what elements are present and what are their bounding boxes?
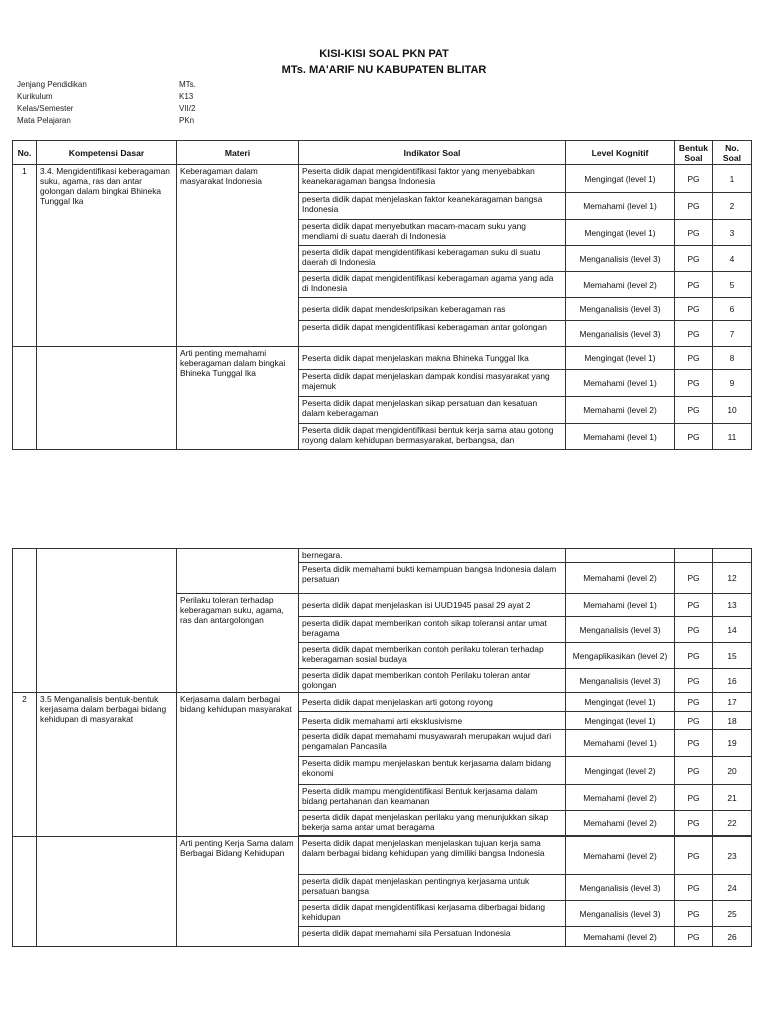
level-cell: Menganalisis (level 3) [566, 321, 675, 347]
meta-label-kurikulum: Kurikulum [17, 92, 53, 101]
no-soal-cell: 21 [713, 785, 752, 811]
indikator-cell: Peserta didik dapat menjelaskan menjelaskan tujuan kerja sama dalam berbagai bidang kehidupan yang dimiliki bangsa Indonesia [299, 837, 566, 875]
bentuk-cell: PG [675, 730, 713, 757]
level-cell: Memahami (level 2) [566, 563, 675, 594]
level-cell: Menganalisis (level 3) [566, 298, 675, 321]
level-cell: Mengingat (level 1) [566, 712, 675, 730]
no-soal-cell: 15 [713, 643, 752, 669]
bentuk-cell: PG [675, 246, 713, 272]
level-cell: Memahami (level 1) [566, 370, 675, 397]
kd-number: 2 [13, 693, 37, 837]
level-cell: Mengaplikasikan (level 2) [566, 643, 675, 669]
no-soal-cell: 5 [713, 272, 752, 298]
kisi-table-page-1 [12, 140, 752, 450]
bentuk-cell: PG [675, 669, 713, 693]
bentuk-cell: PG [675, 757, 713, 785]
level-cell: Memahami (level 2) [566, 397, 675, 424]
header-kompetensi-dasar: Kompetensi Dasar [37, 141, 177, 165]
bentuk-cell: PG [675, 643, 713, 669]
no-soal-cell: 6 [713, 298, 752, 321]
indikator-cell: Peserta didik dapat menjelaskan arti gotong royong [299, 693, 566, 712]
no-soal-cell: 8 [713, 347, 752, 370]
level-cell: Memahami (level 1) [566, 594, 675, 617]
no-soal-cell: 4 [713, 246, 752, 272]
bentuk-cell: PG [675, 617, 713, 643]
no-soal-cell: 20 [713, 757, 752, 785]
indikator-cell: Peserta didik mampu menjelaskan bentuk kerjasama dalam bidang ekonomi [299, 757, 566, 785]
doc-title: KISI-KISI SOAL PKN PAT [319, 48, 449, 60]
meta-value-mapel: PKn [179, 116, 195, 125]
bentuk-cell: PG [675, 424, 713, 450]
level-cell: Memahami (level 2) [566, 785, 675, 811]
indikator-cell: peserta didik dapat menjelaskan pentingnya kerjasama untuk persatuan bangsa [299, 875, 566, 901]
level-cell: Mengingat (level 1) [566, 165, 675, 193]
bentuk-cell: PG [675, 370, 713, 397]
level-cell: Mengingat (level 1) [566, 220, 675, 246]
level-cell: Menganalisis (level 3) [566, 669, 675, 693]
meta-value-kelas: VII/2 [179, 104, 196, 113]
level-cell: Memahami (level 2) [566, 927, 675, 947]
kd-number: 1 [13, 165, 37, 347]
header-indikator: Indikator Soal [299, 141, 566, 165]
school-title: MTs. MA'ARIF NU KABUPATEN BLITAR [281, 64, 487, 76]
header-bentuk: Bentuk Soal [675, 141, 713, 165]
no-soal-cell: 16 [713, 669, 752, 693]
materi-cell: Arti penting memahami keberagaman dalam bingkai Bhineka Tunggal Ika [177, 347, 299, 450]
indikator-cell: peserta didik dapat mengidentifikasi kerjasama diberbagai bidang kehidupan [299, 901, 566, 927]
level-cell: Memahami (level 1) [566, 193, 675, 220]
header-materi: Materi [177, 141, 299, 165]
bentuk-cell: PG [675, 901, 713, 927]
indikator-continuation: bernegara. [299, 549, 566, 563]
bentuk-cell: PG [675, 837, 713, 875]
level-cell: Mengingat (level 1) [566, 347, 675, 370]
no-soal-cell: 1 [713, 165, 752, 193]
indikator-cell: Peserta didik dapat mengidentifikasi bentuk kerja sama atau gotong royong dalam kehidupan bermasyarakat, berbangsa, dan [299, 424, 566, 450]
no-soal-cell: 3 [713, 220, 752, 246]
indikator-cell: peserta didik dapat mengidentifikasi keberagaman antar golongan [299, 321, 566, 347]
header-no-soal: No. Soal [713, 141, 752, 165]
bentuk-cell: PG [675, 785, 713, 811]
bentuk-cell: PG [675, 811, 713, 836]
level-cell: Mengingat (level 1) [566, 693, 675, 712]
empty-no-soal-cell [713, 549, 752, 563]
indikator-cell: Peserta didik dapat menjelaskan sikap persatuan dan kesatuan dalam keberagaman [299, 397, 566, 424]
indikator-cell: peserta didik dapat mendeskripsikan keberagaman ras [299, 298, 566, 321]
no-soal-cell: 18 [713, 712, 752, 730]
bentuk-cell: PG [675, 193, 713, 220]
bentuk-cell: PG [675, 165, 713, 193]
bentuk-cell: PG [675, 321, 713, 347]
indikator-cell: Peserta didik dapat menjelaskan makna Bhineka Tunggal Ika [299, 347, 566, 370]
bentuk-cell: PG [675, 397, 713, 424]
empty-kd-cell [37, 347, 177, 450]
empty-no-cell [13, 549, 37, 693]
bentuk-cell: PG [675, 594, 713, 617]
level-cell: Mengingat (level 2) [566, 757, 675, 785]
materi-cell: Keberagaman dalam masyarakat Indonesia [177, 165, 299, 347]
meta-label-mapel: Mata Pelajaran [17, 116, 71, 125]
no-soal-cell: 2 [713, 193, 752, 220]
no-soal-cell: 14 [713, 617, 752, 643]
no-soal-cell: 12 [713, 563, 752, 594]
bentuk-cell: PG [675, 875, 713, 901]
level-cell: Memahami (level 1) [566, 424, 675, 450]
kd-text: 3.4. Mengidentifikasi keberagaman suku, agama, ras dan antar golongan dalam bingkai Bhineka Tunggal Ika [37, 165, 177, 347]
empty-kd-cell [37, 549, 177, 693]
empty-kd-cell [37, 837, 177, 947]
indikator-cell: peserta didik dapat menyebutkan macam-macam suku yang mendiami di suatu daerah di Indonesia [299, 220, 566, 246]
indikator-cell: peserta didik dapat memahami sila Persatuan Indonesia [299, 927, 566, 947]
meta-label-kelas: Kelas/Semester [17, 104, 74, 113]
no-soal-cell: 10 [713, 397, 752, 424]
indikator-cell: peserta didik dapat mengidentifikasi keberagaman suku di suatu daerah di Indonesia [299, 246, 566, 272]
level-cell: Menganalisis (level 3) [566, 901, 675, 927]
indikator-cell: peserta didik dapat memberikan contoh Perilaku toleran antar golongan [299, 669, 566, 693]
no-soal-cell: 24 [713, 875, 752, 901]
indikator-cell: peserta didik dapat mengidentifikasi keberagaman agama yang ada di Indonesia [299, 272, 566, 298]
kd-text: 3.5 Menganalisis bentuk-bentuk kerjasama dalam berbagai bidang kehidupan di masyarakat [37, 693, 177, 837]
bentuk-cell: PG [675, 298, 713, 321]
empty-level-cell [566, 549, 675, 563]
bentuk-cell: PG [675, 927, 713, 947]
indikator-cell: Peserta didik memahami arti eksklusivisme [299, 712, 566, 730]
empty-materi-cell [177, 549, 299, 594]
level-cell: Memahami (level 2) [566, 837, 675, 875]
meta-value-jenjang: MTs. [179, 80, 196, 89]
bentuk-cell: PG [675, 693, 713, 712]
no-soal-cell: 19 [713, 730, 752, 757]
no-soal-cell: 11 [713, 424, 752, 450]
no-soal-cell: 23 [713, 837, 752, 875]
bentuk-cell: PG [675, 563, 713, 594]
materi-cell: Kerjasama dalam berbagai bidang kehidupan masyarakat [177, 693, 299, 837]
indikator-cell: peserta didik dapat menjelaskan faktor keanekaragaman bangsa Indonesia [299, 193, 566, 220]
no-soal-cell: 9 [713, 370, 752, 397]
indikator-cell: peserta didik dapat menjelaskan perilaku yang menunjukkan sikap bekerja sama antar umat beragama [299, 811, 566, 836]
empty-no-cell [13, 837, 37, 947]
materi-cell: Arti penting Kerja Sama dalam Berbagai Bidang Kehidupan [177, 837, 299, 947]
no-soal-cell: 25 [713, 901, 752, 927]
bentuk-cell: PG [675, 272, 713, 298]
indikator-cell: peserta didik dapat menjelaskan isi UUD1945 pasal 29 ayat 2 [299, 594, 566, 617]
materi-cell: Perilaku toleran terhadap keberagaman suku, agama, ras dan antargolongan [177, 594, 299, 693]
level-cell: Memahami (level 2) [566, 272, 675, 298]
indikator-cell: Peserta didik mampu mengidentifikasi Bentuk kerjasama dalam bidang pertahanan dan keamanan [299, 785, 566, 811]
no-soal-cell: 13 [713, 594, 752, 617]
meta-value-kurikulum: K13 [179, 92, 194, 101]
kisi-table-page-2 [12, 548, 752, 947]
indikator-cell: peserta didik dapat memberikan contoh sikap toleransi antar umat beragama [299, 617, 566, 643]
bentuk-cell: PG [675, 220, 713, 246]
no-soal-cell: 7 [713, 321, 752, 347]
meta-label-jenjang: Jenjang Pendidikan [17, 80, 87, 89]
no-soal-cell: 22 [713, 811, 752, 836]
indikator-cell: peserta didik dapat memberikan contoh perilaku toleran terhadap keberagaman sosial budaya [299, 643, 566, 669]
level-cell: Menganalisis (level 3) [566, 617, 675, 643]
empty-no-cell [13, 347, 37, 450]
indikator-cell: Peserta didik dapat menjelaskan dampak kondisi masyarakat yang majemuk [299, 370, 566, 397]
header-no: No. [13, 141, 37, 165]
no-soal-cell: 26 [713, 927, 752, 947]
indikator-cell: Peserta didik memahami bukti kemampuan bangsa Indonesia dalam persatuan [299, 563, 566, 594]
level-cell: Memahami (level 1) [566, 730, 675, 757]
header-level: Level Kognitif [566, 141, 675, 165]
level-cell: Menganalisis (level 3) [566, 875, 675, 901]
no-soal-cell: 17 [713, 693, 752, 712]
indikator-cell: peserta didik dapat memahami musyawarah merupakan wujud dari pengamalan Pancasila [299, 730, 566, 757]
bentuk-cell: PG [675, 712, 713, 730]
bentuk-cell: PG [675, 347, 713, 370]
indikator-cell: Peserta didik dapat mengidentifikasi faktor yang menyebabkan keanekaragaman bangsa Indonesia [299, 165, 566, 193]
level-cell: Menganalisis (level 3) [566, 246, 675, 272]
level-cell: Memahami (level 2) [566, 811, 675, 836]
empty-bentuk-cell [675, 549, 713, 563]
